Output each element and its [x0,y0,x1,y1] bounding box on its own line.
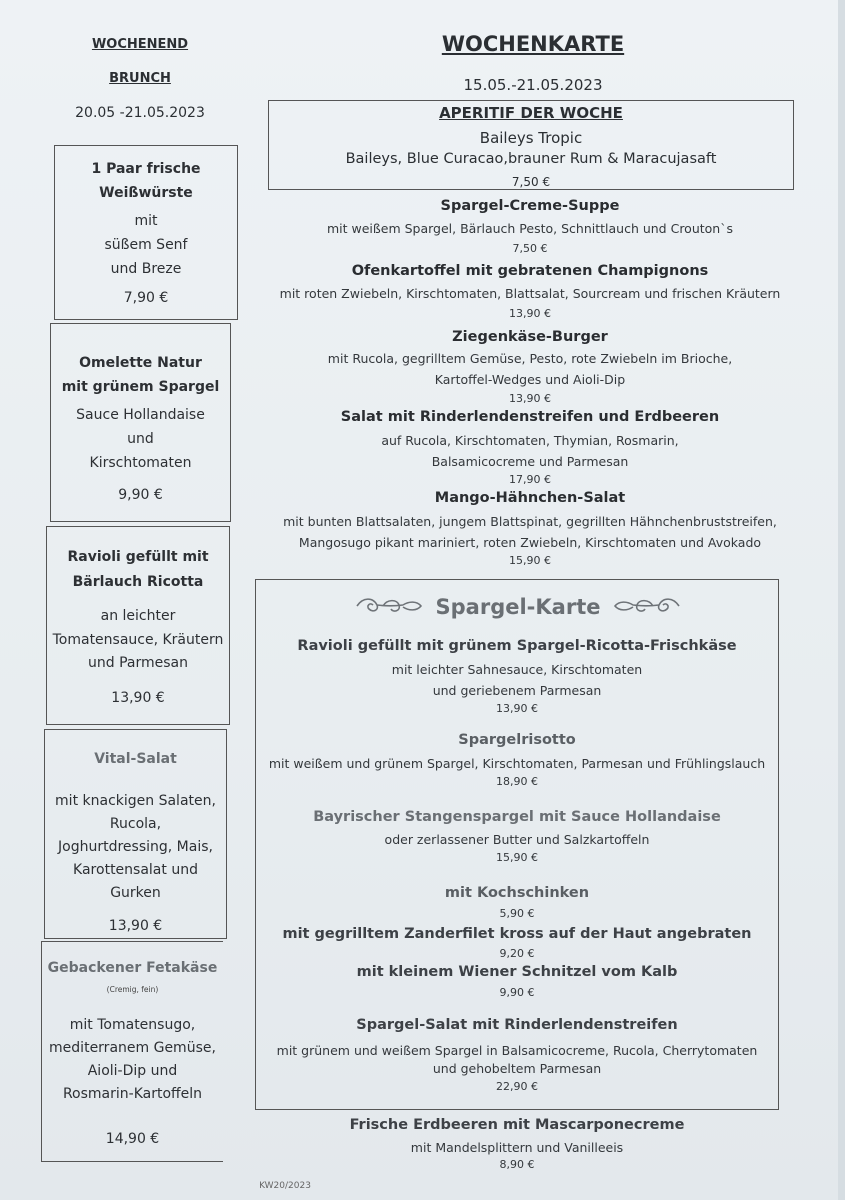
brunch-item-title: 1 Paar frische [91,161,201,177]
brunch-item-desc: Karottensalat und [73,862,198,878]
spargel-item-desc: und gehobeltem Parmesan [432,1061,602,1076]
spargel-item-price: 9,90 € [499,986,535,999]
brunch-item-price: 13,90 € [111,690,165,706]
brunch-item-title: Gebackener Fetakäse [47,960,218,976]
spargel-item-price: 15,90 € [496,851,538,864]
brunch-item-price: 13,90 € [108,918,163,934]
brunch-item-price: 7,90 € [123,290,169,306]
spargel-item-title: Bayrischer Stangenspargel mit Sauce Hollandaise [313,809,721,825]
brunch-item-desc: Rucola, [109,816,162,832]
brunch-item-title: mit grünem Spargel [61,379,220,395]
spargel-item-desc: oder zerlassener Butter und Salzkartoffeln [384,832,650,847]
dessert-title: Frische Erdbeeren mit Mascarponecreme [349,1117,685,1133]
spargel-item-price: 22,90 € [496,1080,538,1093]
brunch-title-line1: WOCHENEND [91,37,189,52]
aperitif-desc: Baileys, Blue Curacao,brauner Rum & Maracujasaft [345,151,717,167]
brunch-item-desc: Kirschtomaten [89,455,192,471]
weekly-item-price: 17,90 € [509,473,551,486]
spargel-item-title: mit gegrilltem Zanderfilet kross auf der Haut angebraten [282,926,752,942]
spargel-item-title: mit Kochschinken [444,885,590,901]
brunch-item-desc: Rosmarin-Kartoffeln [62,1086,203,1102]
weekly-item-title: Spargel-Creme-Suppe [440,198,620,214]
brunch-item-price: 14,90 € [105,1131,160,1147]
weekly-item-price: 7,50 € [512,242,548,255]
ornament-left-icon [353,593,425,619]
dessert-price: 8,90 € [499,1158,535,1171]
weekly-item-desc: mit roten Zwiebeln, Kirschtomaten, Blattsalat, Sourcream und frischen Kräutern [279,286,781,301]
weekly-item-desc: auf Rucola, Kirschtomaten, Thymian, Rosmarin, [381,433,679,448]
spargel-item-title: mit kleinem Wiener Schnitzel vom Kalb [356,964,678,980]
brunch-item-title: Bärlauch Ricotta [72,574,204,590]
footer-code: KW20/2023 [259,1181,311,1191]
brunch-item-title: Weißwürste [99,185,193,201]
brunch-item-price: 9,90 € [118,487,163,503]
brunch-item-desc: Tomatensauce, Kräutern [52,632,224,648]
brunch-item-title: Ravioli gefüllt mit [67,549,209,565]
brunch-item-desc: und Breze [110,261,182,277]
brunch-item-desc: Gurken [110,885,161,901]
weekly-item-desc: mit weißem Spargel, Bärlauch Pesto, Schnittlauch und Crouton`s [326,221,733,236]
weekly-dates: 15.05.-21.05.2023 [463,76,603,94]
aperitif-name: Baileys Tropic [479,129,583,147]
page-edge [838,0,845,1200]
brunch-item-desc: mit knackigen Salaten, [55,793,216,809]
spargel-item-price: 13,90 € [496,702,538,715]
brunch-item-desc: mediterranem Gemüse, [49,1040,216,1056]
aperitif-heading: APERITIF DER WOCHE [439,104,623,122]
spargel-item-price: 5,90 € [499,907,535,920]
brunch-item-desc: und Parmesan [88,655,188,671]
weekly-item-desc: Kartoffel-Wedges und Aioli-Dip [434,372,626,387]
aperitif-price: 7,50 € [511,175,551,189]
weekly-item-title: Ziegenkäse-Burger [452,329,608,345]
spargel-item-desc: mit leichter Sahnesauce, Kirschtomaten [391,662,643,677]
weekly-item-title: Salat mit Rinderlendenstreifen und Erdbeeren [340,409,720,425]
brunch-dates: 20.05 -21.05.2023 [75,105,205,121]
weekly-item-price: 13,90 € [509,307,551,320]
brunch-item-desc: Aioli-Dip und [87,1063,178,1079]
brunch-title-line2: BRUNCH [109,71,171,86]
spargel-item-desc: mit grünem und weißem Spargel in Balsamicocreme, Rucola, Cherrytomaten [276,1043,758,1058]
spargel-item-title: Spargel-Salat mit Rinderlendenstreifen [356,1017,678,1033]
spargel-title: Spargel-Karte [435,595,601,619]
spargel-item-price: 18,90 € [496,775,538,788]
weekly-item-desc: mit bunten Blattsalaten, jungem Blattspinat, gegrillten Hähnchenbruststreifen, [283,514,777,529]
brunch-item-title: Omelette Natur [79,355,202,371]
weekly-item-title: Ofenkartoffel mit gebratenen Champignons [351,263,709,279]
ornament-right-icon [611,593,683,619]
spargel-item-title: Spargelrisotto [458,732,576,748]
spargel-item-desc: und geriebenem Parmesan [432,683,602,698]
brunch-item-desc: mit [134,213,158,229]
brunch-item-desc: und [127,431,154,447]
brunch-item-note: (Cremig, fein) [106,985,159,994]
spargel-item-desc: mit weißem und grünem Spargel, Kirschtomaten, Parmesan und Frühlingslauch [268,756,766,771]
brunch-item-title: Vital-Salat [94,751,177,767]
weekly-item-title: Mango-Hähnchen-Salat [434,490,626,506]
weekly-item-price: 15,90 € [509,554,551,567]
spargel-item-price: 9,20 € [499,947,535,960]
weekly-item-desc: Balsamicocreme und Parmesan [431,454,629,469]
dessert-desc: mit Mandelsplittern und Vanilleeis [410,1140,624,1155]
weekly-item-price: 13,90 € [509,392,551,405]
brunch-item-desc: an leichter [100,608,176,624]
brunch-item-desc: süßem Senf [104,237,188,253]
weekly-title: WOCHENKARTE [441,32,625,56]
brunch-item-desc: Joghurtdressing, Mais, [58,839,213,855]
spargel-item-title: Ravioli gefüllt mit grünem Spargel-Ricotta-Frischkäse [297,638,737,654]
weekly-item-desc: Mangosugo pikant mariniert, roten Zwiebeln, Kirschtomaten und Avokado [298,535,762,550]
weekly-item-desc: mit Rucola, gegrilltem Gemüse, Pesto, rote Zwiebeln im Brioche, [327,351,733,366]
brunch-item-desc: mit Tomatensugo, [69,1017,196,1033]
brunch-item-desc: Sauce Hollandaise [76,407,205,423]
